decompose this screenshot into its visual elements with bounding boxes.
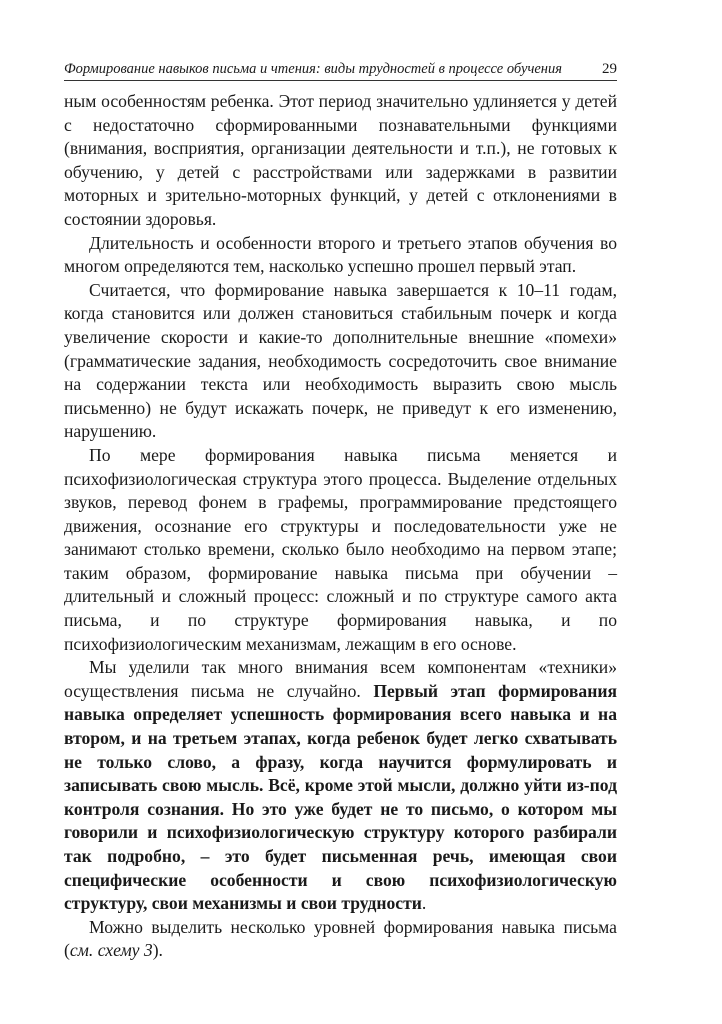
scheme-reference: см. схему 3	[69, 940, 153, 961]
page-number: 29	[602, 61, 617, 77]
paragraph-5-plain: Мы уделили так много внимания всем компонентам «техники» осуществления письма не случайно.	[64, 657, 617, 701]
paragraph-6-end: ).	[152, 940, 163, 961]
paragraph-4: По мере формирования навыка письма меняется и психофизиологическая структура этого процесса. Выделение отдельных звуков, перевод фонем в графемы, программирование предстоящего движения, осознание его структуры и последовательности уже не занимают столько времени, сколько было необходимо на первом этапе; таким образом, формирование навыка письма при обучении – длительный и сложный процесс: сложный и по структуре самого акта письма, и по структуре формирования навыка, и по психофизиологическим механизмам, лежащим в его основе.	[64, 444, 617, 654]
running-header-title: Формирование навыков письма и чтения: виды трудностей в процессе обучения	[64, 61, 562, 77]
body-text	[64, 90, 617, 963]
paragraph-3: Считается, что формирование навыка завершается к 10–11 годам, когда становится или должен становиться стабильным почерк и когда увеличение скорости и какие-то дополнительные внешние «помехи» (грамматические задания, необходимость сосредоточить свое внимание на содержании текста или необходимость выразить свою мысль письменно) не будут искажать почерк, не приведут к его изменению, нарушению.	[64, 279, 617, 442]
paragraph-5	[64, 656, 617, 916]
paragraph-5-end: .	[421, 893, 427, 914]
paragraph-1: ным особенностям ребенка. Этот период значительно удлиняется у детей с недостаточно сформированными познавательными функциями (внимания, восприятия, организации деятельности и т.п.), не готовых к обучению, у детей с расстройствами или задержками в развитии моторных и зрительно-моторных функций, у детей с отклонениями в состоянии здоровья.	[64, 91, 617, 229]
paragraph-2: Длительность и особенности второго и третьего этапов обучения во многом определяются тем, насколько успешно прошел первый этап.	[64, 232, 617, 277]
running-header	[64, 60, 617, 81]
paragraph-6	[64, 916, 617, 963]
paragraph-5-bold: Первый этап формирования навыка определяет успешность формирования всего навыка и на втором, и на третьем этапах, когда ребенок будет легко схватывать не только слово, а фразу, когда научится формулировать и записывать свою мысль. Всё, кроме этой мысли, должно уйти из-под контроля сознания. Но это уже будет не то письмо, о котором мы говорили и психофизиологическую структуру которого разбирали так подробно, – это будет письменная речь, имеющая свои специфические особенности и свою психофизиологическую структуру, свои механизмы и свои трудности	[64, 680, 617, 914]
paragraph-6-plain: Можно выделить несколько уровней формирования навыка письма (	[64, 916, 617, 961]
